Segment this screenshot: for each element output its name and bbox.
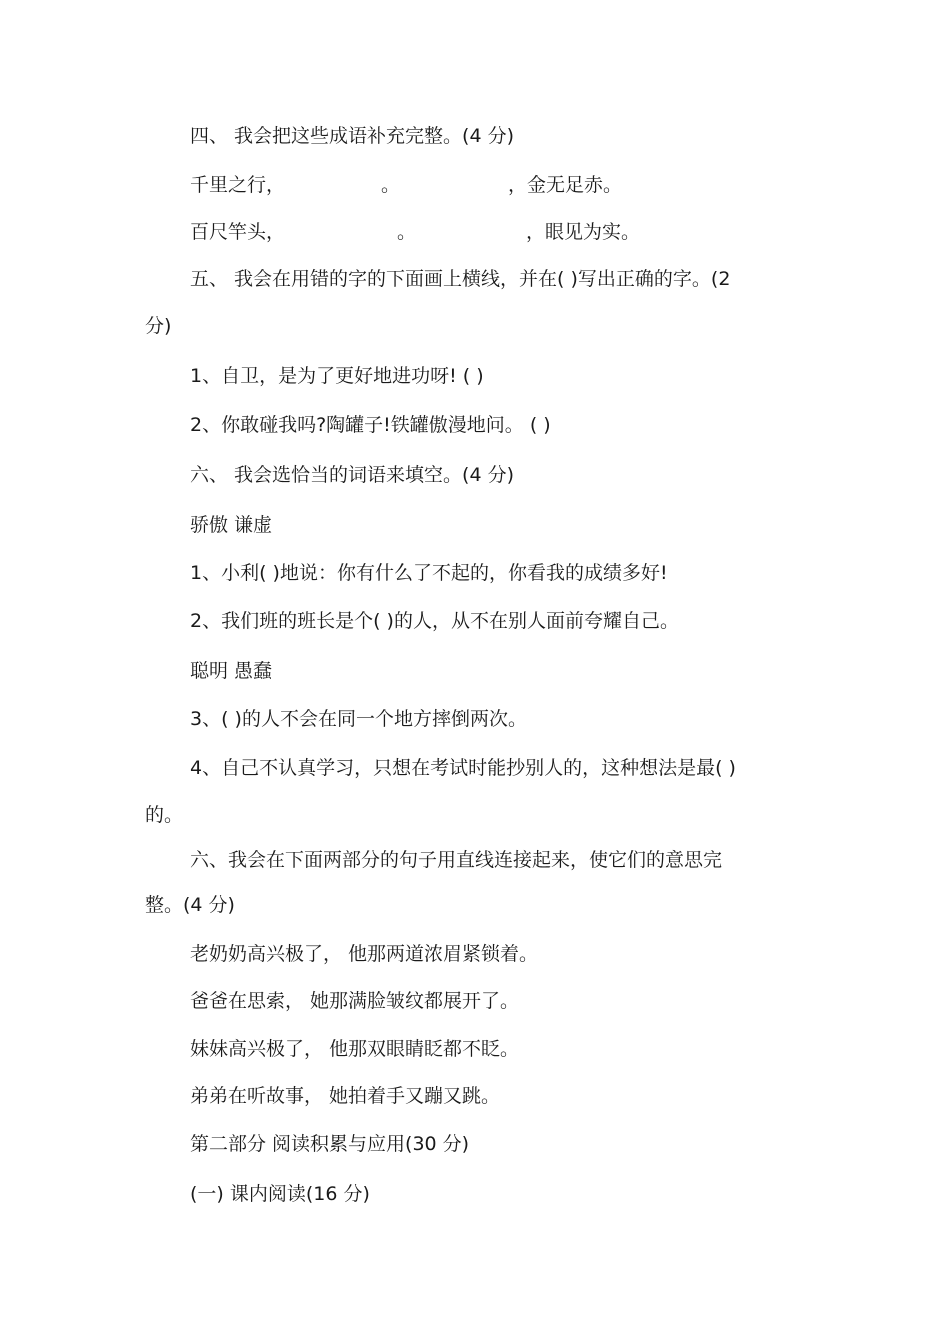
- idiom-2-start: 百尺竿头，: [190, 221, 286, 243]
- match-row-3: 妹妹高兴极了， 他那双眼睛眨都不眨。: [190, 1038, 520, 1060]
- question-5-2: 2、你敢碰我吗?陶罐子!铁罐傲漫地问。 ( ): [190, 414, 551, 436]
- idiom-line-1: [190, 172, 622, 198]
- idiom-1-end: ，金无足赤。: [508, 174, 623, 196]
- question-6-1: 1、小利( )地说：你有什么了不起的，你看我的成绩多好!: [190, 562, 668, 584]
- idiom-line-2: [190, 219, 640, 245]
- question-6-2: 2、我们班的班长是个( )的人，从不在别人面前夸耀自己。: [190, 610, 679, 632]
- idiom-2-mid: 。: [397, 221, 417, 243]
- word-choices-1: 骄傲 谦虚: [190, 514, 273, 536]
- section-6-heading: 六、 我会选恰当的词语来填空。(4 分): [190, 464, 514, 486]
- question-6-4: 4、自己不认真学习，只想在考试时能抄别人的，这种想法是最( ): [190, 757, 736, 779]
- match-row-2: 爸爸在思索， 她那满脸皱纹都展开了。: [190, 990, 520, 1012]
- section-5-heading: 五、 我会在用错的字的下面画上横线，并在( )写出正确的字。(2: [190, 268, 731, 290]
- section-6b-heading-cont: 整。(4 分): [145, 894, 235, 916]
- idiom-1-mid: 。: [381, 174, 401, 196]
- section-6b-heading: 六、我会在下面两部分的句子用直线连接起来，使它们的意思完: [190, 849, 723, 871]
- match-row-1: 老奶奶高兴极了， 他那两道浓眉紧锁着。: [190, 943, 539, 965]
- section-4-heading: 四、 我会把这些成语补充完整。(4 分): [190, 125, 514, 147]
- idiom-1-start: 千里之行，: [190, 174, 286, 196]
- section-5-heading-cont: 分): [145, 315, 172, 337]
- reading-1-heading: (一) 课内阅读(16 分): [190, 1183, 370, 1205]
- idiom-2-end: ，眼见为实。: [526, 221, 641, 243]
- match-row-4: 弟弟在听故事， 她拍着手又蹦又跳。: [190, 1085, 501, 1107]
- part-2-heading: 第二部分 阅读积累与应用(30 分): [190, 1133, 470, 1155]
- question-5-1: 1、自卫，是为了更好地进功呀! ( ): [190, 365, 484, 387]
- word-choices-2: 聪明 愚蠢: [190, 660, 273, 682]
- question-6-4-cont: 的。: [145, 804, 184, 826]
- question-6-3: 3、( )的人不会在同一个地方摔倒两次。: [190, 708, 527, 730]
